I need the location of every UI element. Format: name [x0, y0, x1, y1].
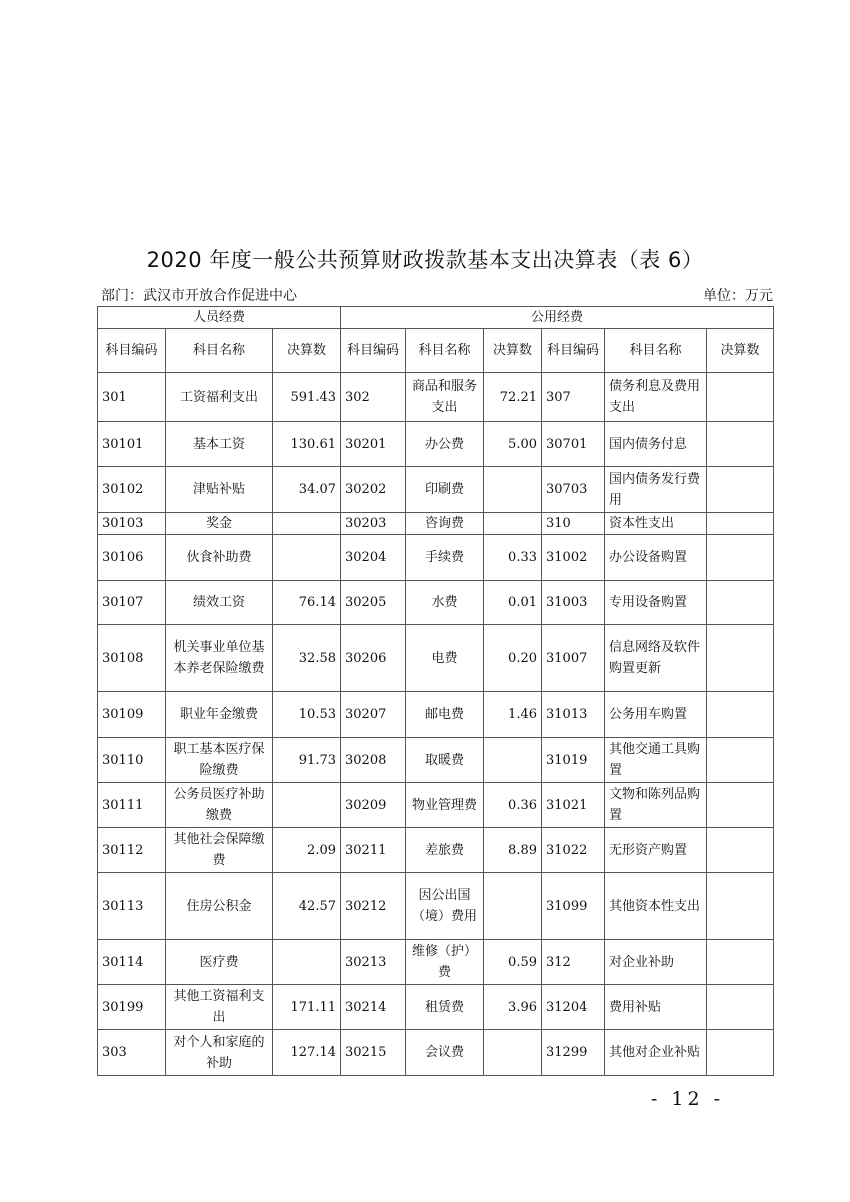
amount-cell: 10.53 [273, 692, 341, 738]
code-cell: 30201 [341, 422, 406, 467]
amount-cell [273, 940, 341, 985]
amount-cell [707, 467, 774, 513]
amount-cell: 34.07 [273, 467, 341, 513]
code-cell: 31013 [542, 692, 605, 738]
name-cell: 基本工资 [166, 422, 273, 467]
amount-cell: 72.21 [484, 373, 542, 422]
amount-cell: 591.43 [273, 373, 341, 422]
name-cell: 绩效工资 [166, 581, 273, 625]
code-cell: 30213 [341, 940, 406, 985]
table-row [98, 738, 774, 783]
table-row [98, 467, 774, 513]
table-row [98, 940, 774, 985]
code-cell: 31021 [542, 783, 605, 828]
amount-cell: 130.61 [273, 422, 341, 467]
code-cell: 30111 [98, 783, 166, 828]
amount-cell: 171.11 [273, 985, 341, 1030]
code-cell: 303 [98, 1030, 166, 1076]
code-cell: 30101 [98, 422, 166, 467]
name-cell: 费用补贴 [605, 985, 707, 1030]
name-cell: 维修（护）费 [406, 940, 484, 985]
name-cell: 手续费 [406, 535, 484, 581]
table-row [98, 513, 774, 535]
amount-cell: 32.58 [273, 625, 341, 692]
name-cell: 对个人和家庭的补助 [166, 1030, 273, 1076]
code-cell: 30701 [542, 422, 605, 467]
name-cell: 因公出国（境）费用 [406, 873, 484, 940]
code-cell: 30205 [341, 581, 406, 625]
code-cell: 30112 [98, 828, 166, 873]
amount-cell [707, 738, 774, 783]
code-cell: 312 [542, 940, 605, 985]
name-cell: 信息网络及软件购置更新 [605, 625, 707, 692]
table-row [98, 873, 774, 940]
table-row [98, 535, 774, 581]
amount-cell [484, 513, 542, 535]
table-row [98, 625, 774, 692]
code-cell: 30214 [341, 985, 406, 1030]
name-cell: 办公费 [406, 422, 484, 467]
name-cell: 资本性支出 [605, 513, 707, 535]
code-cell: 31299 [542, 1030, 605, 1076]
amount-cell [707, 581, 774, 625]
group-header-row [98, 307, 774, 329]
name-cell: 文物和陈列品购置 [605, 783, 707, 828]
amount-cell: 2.09 [273, 828, 341, 873]
code-cell: 30203 [341, 513, 406, 535]
department-label: 部门：武汉市开放合作促进中心 [101, 288, 297, 304]
code-cell: 302 [341, 373, 406, 422]
amount-cell [707, 535, 774, 581]
name-cell: 物业管理费 [406, 783, 484, 828]
name-cell: 商品和服务支出 [406, 373, 484, 422]
name-cell: 租赁费 [406, 985, 484, 1030]
name-cell: 公务员医疗补助缴费 [166, 783, 273, 828]
name-cell: 水费 [406, 581, 484, 625]
amount-cell: 3.96 [484, 985, 542, 1030]
table-row [98, 783, 774, 828]
header-code: 科目编码 [542, 329, 605, 373]
amount-cell [484, 738, 542, 783]
name-cell: 职业年金缴费 [166, 692, 273, 738]
amount-cell: 0.59 [484, 940, 542, 985]
code-cell: 31204 [542, 985, 605, 1030]
code-cell: 31022 [542, 828, 605, 873]
name-cell: 会议费 [406, 1030, 484, 1076]
code-cell: 301 [98, 373, 166, 422]
name-cell: 邮电费 [406, 692, 484, 738]
code-cell: 30114 [98, 940, 166, 985]
name-cell: 国内债务发行费用 [605, 467, 707, 513]
code-cell: 30204 [341, 535, 406, 581]
table-row [98, 373, 774, 422]
code-cell: 30199 [98, 985, 166, 1030]
page-number: - 12 - [650, 1088, 724, 1110]
column-header-row [98, 329, 774, 373]
name-cell: 津贴补贴 [166, 467, 273, 513]
amount-cell: 127.14 [273, 1030, 341, 1076]
expenditure-table [97, 306, 774, 1076]
amount-cell [707, 873, 774, 940]
header-name: 科目名称 [166, 329, 273, 373]
name-cell: 债务利息及费用支出 [605, 373, 707, 422]
amount-cell [707, 692, 774, 738]
name-cell: 其他对企业补贴 [605, 1030, 707, 1076]
code-cell: 30106 [98, 535, 166, 581]
amount-cell [707, 373, 774, 422]
amount-cell: 42.57 [273, 873, 341, 940]
table-row [98, 828, 774, 873]
amount-cell [273, 535, 341, 581]
name-cell: 无形资产购置 [605, 828, 707, 873]
name-cell: 其他交通工具购置 [605, 738, 707, 783]
code-cell: 30207 [341, 692, 406, 738]
header-amount: 决算数 [484, 329, 542, 373]
amount-cell: 1.46 [484, 692, 542, 738]
amount-cell [484, 873, 542, 940]
name-cell: 其他社会保障缴费 [166, 828, 273, 873]
name-cell: 差旅费 [406, 828, 484, 873]
code-cell: 30209 [341, 783, 406, 828]
name-cell: 住房公积金 [166, 873, 273, 940]
amount-cell [707, 513, 774, 535]
code-cell: 31002 [542, 535, 605, 581]
amount-cell [273, 513, 341, 535]
code-cell: 30110 [98, 738, 166, 783]
name-cell: 奖金 [166, 513, 273, 535]
code-cell: 310 [542, 513, 605, 535]
amount-cell [273, 783, 341, 828]
amount-cell [484, 467, 542, 513]
amount-cell [707, 625, 774, 692]
amount-cell [484, 1030, 542, 1076]
name-cell: 其他资本性支出 [605, 873, 707, 940]
amount-cell: 76.14 [273, 581, 341, 625]
amount-cell [707, 828, 774, 873]
code-cell: 31007 [542, 625, 605, 692]
name-cell: 办公设备购置 [605, 535, 707, 581]
name-cell: 伙食补助费 [166, 535, 273, 581]
code-cell: 30107 [98, 581, 166, 625]
code-cell: 31003 [542, 581, 605, 625]
table-title: 2020 年度一般公共预算财政拨款基本支出决算表（表 6） [146, 248, 704, 272]
code-cell: 30102 [98, 467, 166, 513]
amount-cell [707, 985, 774, 1030]
group-personnel: 人员经费 [98, 307, 341, 329]
amount-cell: 0.36 [484, 783, 542, 828]
name-cell: 专用设备购置 [605, 581, 707, 625]
code-cell: 31099 [542, 873, 605, 940]
unit-label: 单位：万元 [703, 288, 773, 304]
code-cell: 30108 [98, 625, 166, 692]
amount-cell: 0.20 [484, 625, 542, 692]
amount-cell [707, 422, 774, 467]
code-cell: 30212 [341, 873, 406, 940]
amount-cell: 0.01 [484, 581, 542, 625]
table-row [98, 692, 774, 738]
amount-cell [707, 940, 774, 985]
name-cell: 电费 [406, 625, 484, 692]
name-cell: 对企业补助 [605, 940, 707, 985]
header-amount: 决算数 [707, 329, 774, 373]
code-cell: 30113 [98, 873, 166, 940]
name-cell: 工资福利支出 [166, 373, 273, 422]
code-cell: 30103 [98, 513, 166, 535]
amount-cell: 8.89 [484, 828, 542, 873]
header-name: 科目名称 [605, 329, 707, 373]
name-cell: 取暖费 [406, 738, 484, 783]
header-name: 科目名称 [406, 329, 484, 373]
amount-cell: 5.00 [484, 422, 542, 467]
header-amount: 决算数 [273, 329, 341, 373]
code-cell: 307 [542, 373, 605, 422]
table-row [98, 985, 774, 1030]
code-cell: 30215 [341, 1030, 406, 1076]
code-cell: 30109 [98, 692, 166, 738]
name-cell: 国内债务付息 [605, 422, 707, 467]
name-cell: 医疗费 [166, 940, 273, 985]
amount-cell: 91.73 [273, 738, 341, 783]
table-row [98, 581, 774, 625]
amount-cell [707, 1030, 774, 1076]
table-row [98, 1030, 774, 1076]
name-cell: 其他工资福利支出 [166, 985, 273, 1030]
code-cell: 30206 [341, 625, 406, 692]
name-cell: 印刷费 [406, 467, 484, 513]
name-cell: 机关事业单位基本养老保险缴费 [166, 625, 273, 692]
code-cell: 30703 [542, 467, 605, 513]
header-code: 科目编码 [98, 329, 166, 373]
name-cell: 职工基本医疗保险缴费 [166, 738, 273, 783]
code-cell: 30208 [341, 738, 406, 783]
name-cell: 公务用车购置 [605, 692, 707, 738]
amount-cell: 0.33 [484, 535, 542, 581]
amount-cell [707, 783, 774, 828]
name-cell: 咨询费 [406, 513, 484, 535]
header-code: 科目编码 [341, 329, 406, 373]
code-cell: 31019 [542, 738, 605, 783]
code-cell: 30202 [341, 467, 406, 513]
code-cell: 30211 [341, 828, 406, 873]
table-row [98, 422, 774, 467]
group-public: 公用经费 [341, 307, 774, 329]
